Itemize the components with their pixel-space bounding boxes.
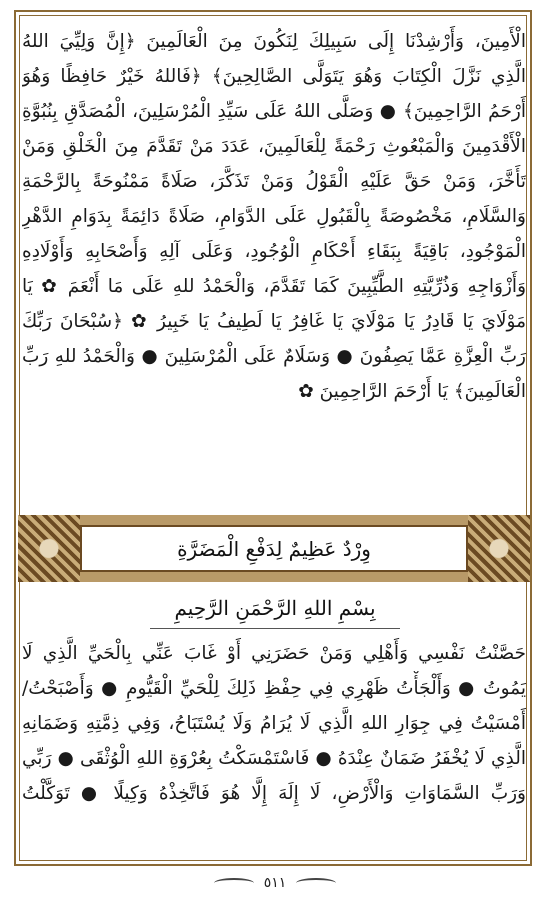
- text-line: وَالسَّلَامِ، مَخْصُوصَةً بِالْقَبُولِ عَلَى الدَّوَامِ، صَلَاةً دَائِمَةً بِدَوَامِ الدَّهْرِ: [22, 206, 526, 227]
- text-line: الْمَوْجُودِ، بَاقِيَةً بِبَقَاءِ أَحْكَامِ الْوُجُودِ، وَعَلَى آلِهِ وَأَصْحَابِهِ وَأَوْلَادِهِ: [22, 241, 526, 262]
- text-line: رَبِّ الْعِزَّةِ عَمَّا يَصِفُونَ ● وَسَلَامٌ عَلَى الْمُرْسَلِينَ ● وَالْحَمْدُ للهِ رَبِّ: [22, 346, 526, 367]
- text-line: أَرْحَمُ الرَّاحِمِينَ﴾ ● وَصَلَّى اللهُ عَلَى سَيِّدِ الْمُرْسَلِينَ، الْمُصَدَّقِ بِنُبُوَّةِ: [22, 101, 526, 122]
- text-line: أَمْسَيْتُ فِي جِوَارِ اللهِ الَّذِي لَا يُرَامُ وَلَا يُسْتَبَاحُ، وَفِي ذِمَّتِهِ وَضَمَانِهِ: [22, 713, 526, 734]
- top-text-block: [22, 24, 526, 409]
- text-line: حَصَّنْتُ نَفْسِي وَأَهْلِي وَمَنْ حَضَرَنِي أَوْ غَابَ عَنِّي بِالْحَيِّ الَّذِي لَا: [22, 643, 526, 664]
- page-number-footer: [205, 870, 345, 896]
- text-line: يَمُوتُ ● وَأَلْجَأْتُ ظَهْرِي فِي حِفْظِ ذَلِكَ لِلْحَيِّ الْقَيُّومِ ● وَأَصْبَحْتُ/: [22, 678, 526, 699]
- page-number: ٥١١: [263, 875, 287, 891]
- ornament-left-icon: [18, 515, 80, 582]
- text-line: الَّذِي لَا يُخْفَرُ ضَمَانٌ عِنْدَهُ ● فَاسْتَمْسَكْتُ بِعُرْوَةِ اللهِ الْوُثْقَى ● رَبِّي: [22, 748, 526, 769]
- section-heading-banner: [18, 515, 530, 582]
- text-line: الَّذِي نَزَّلَ الْكِتَابَ وَهُوَ يَتَوَلَّى الصَّالِحِينَ﴾ ﴿فَاللهُ خَيْرٌ حَافِظًا وَهُوَ: [22, 66, 526, 87]
- text-line: وَرَبِّ السَّمَاوَاتِ وَالْأَرْضِ، لَا إِلَهَ إِلَّا هُوَ فَاتَّخِذْهُ وَكِيلًا ● تَوَكَّلْتُ: [22, 783, 526, 804]
- text-line: الْأَمِينَ، وَأَرْشِدْنَا إِلَى سَبِيلِكَ لِنَكُونَ مِنَ الْعَالَمِينَ ﴿إِنَّ وَلِيِّيَ اللهُ: [22, 31, 526, 52]
- basmala-calligraphy: بِسْمِ اللهِ الرَّحْمَنِ الرَّحِيمِ: [150, 588, 400, 629]
- text-line: الْأَقْدَمِينَ وَالْمَبْعُوثِ رَحْمَةً لِلْعَالَمِينَ، عَدَدَ مَنْ تَقَدَّمَ مِنَ الْخَلْقِ وَمَنْ: [22, 136, 526, 157]
- bottom-text-block: [22, 636, 526, 811]
- text-line: مَوْلَايَ يَا قَادِرُ يَا مَوْلَايَ يَا غَافِرُ يَا لَطِيفُ يَا خَبِيرُ ✿ ﴿سُبْحَانَ رَبِّكَ: [22, 311, 526, 332]
- swash-right-icon: [296, 878, 336, 888]
- ornament-right-icon: [468, 515, 530, 582]
- text-line: الْعَالَمِينَ﴾ يَا أَرْحَمَ الرَّاحِمِينَ ✿: [298, 381, 526, 402]
- text-line: وَأَزْوَاجِهِ وَذُرِّيَّتِهِ الطَّيِّبِينَ كَمَا تَقَدَّمَ، وَالْحَمْدُ للهِ عَلَى مَا أَنْعَمَ ✿ يَا: [22, 276, 526, 297]
- text-line: تَأَخَّرَ، وَمَنْ حَقَّ عَلَيْهِ الْقَوْلُ وَمَنْ تَذَكَّرَ، صَلَاةً مَمْنُوحَةً بِالرَّحْمَةِ: [22, 171, 526, 192]
- swash-left-icon: [214, 878, 254, 888]
- section-heading: وِرْدٌ عَظِيمٌ لِدَفْعِ الْمَضَرَّةِ: [80, 525, 468, 572]
